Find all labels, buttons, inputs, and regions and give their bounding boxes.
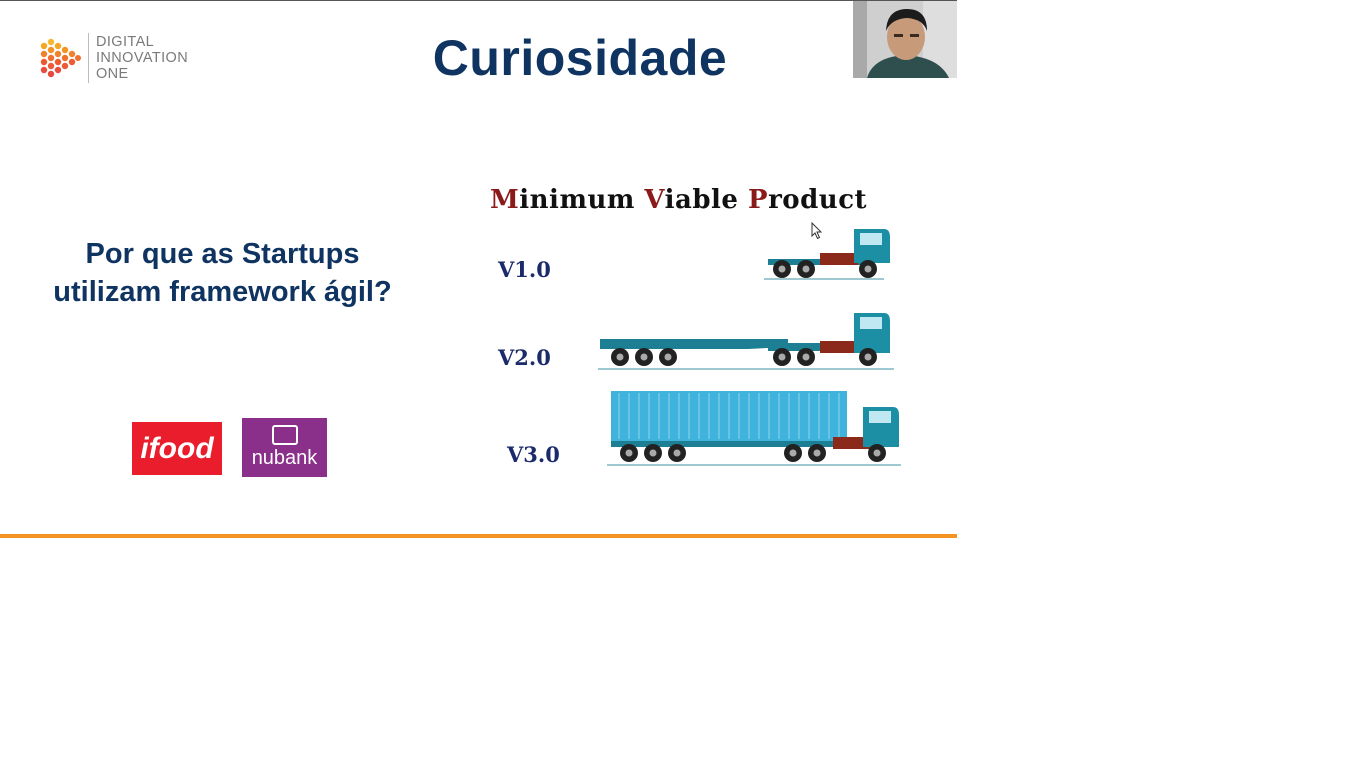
truck-v3-icon (605, 389, 905, 469)
dio-logo-icon (38, 36, 82, 80)
logo-line-2: INNOVATION (96, 50, 189, 66)
version-label-v3: V3.0 (507, 442, 560, 467)
presenter-webcam (853, 1, 957, 78)
presentation-slide (0, 0, 957, 541)
slide-title: Curiosidade (432, 30, 728, 86)
mouse-cursor-icon (811, 222, 823, 240)
mvp-letter-v: V (644, 185, 665, 215)
digital-innovation-one-logo (38, 31, 218, 86)
ifood-logo (132, 422, 222, 475)
logo-wordmark (96, 34, 188, 82)
logo-line-3: ONE (96, 66, 129, 82)
logo-line-1: DIGITAL (96, 34, 155, 50)
question-line-2: utilizam framework ágil? (53, 276, 392, 308)
logo-divider (88, 33, 89, 83)
nubank-wordmark: nubank (251, 447, 318, 469)
truck-v1-icon (760, 223, 895, 283)
nubank-card-icon (272, 425, 298, 445)
version-label-v1: V1.0 (498, 257, 551, 282)
mvp-word-roduct: roduct (768, 185, 868, 215)
presenter-avatar-icon (853, 1, 957, 78)
mvp-title (490, 185, 867, 215)
nubank-logo (242, 418, 327, 477)
startup-question (25, 235, 420, 311)
mvp-word-iable: iable (664, 185, 749, 215)
mvp-word-inimum: inimum (519, 185, 645, 215)
mvp-letter-m: M (490, 185, 520, 215)
mvp-letter-p: P (748, 185, 769, 215)
slide-footer-line (0, 534, 957, 538)
truck-v2-icon (598, 311, 898, 373)
ifood-wordmark: ifood (140, 431, 214, 465)
version-label-v2: V2.0 (498, 345, 551, 370)
question-line-1: Por que as Startups (85, 238, 360, 270)
